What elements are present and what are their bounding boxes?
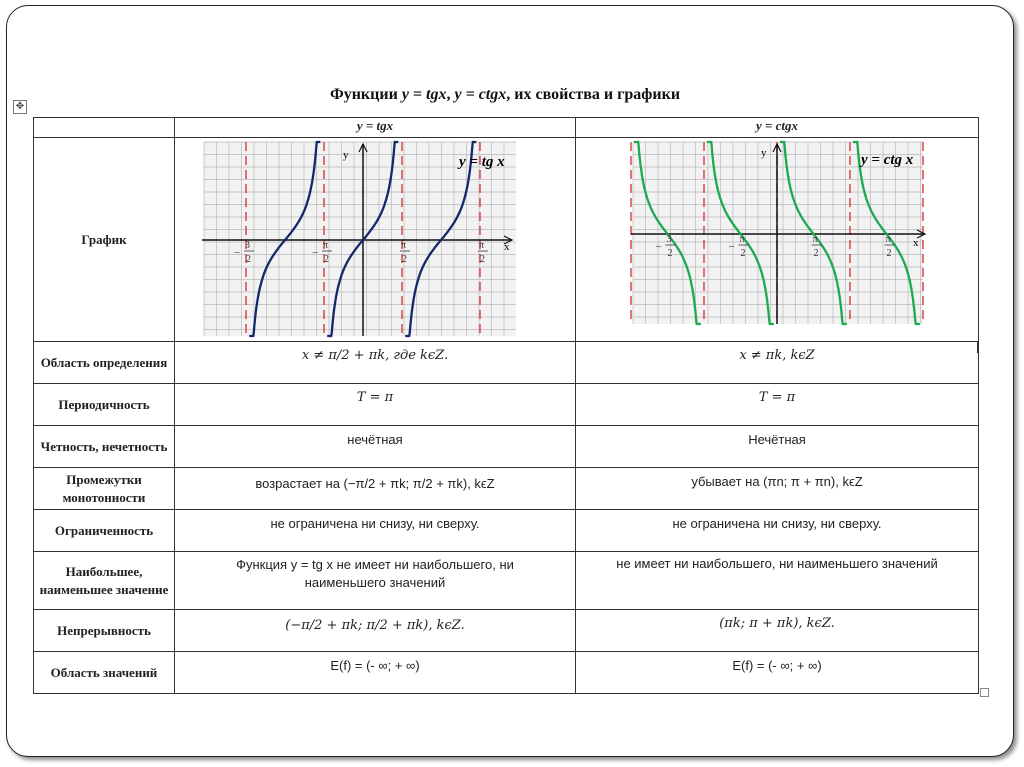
graph-tg-axis-y: y (342, 149, 348, 161)
graph-tg-legend: y = tg x (458, 154, 505, 170)
svg-text:π: π (812, 234, 818, 245)
table-row (34, 342, 979, 384)
graph-ctg (577, 138, 978, 338)
svg-text:2: 2 (479, 254, 485, 265)
svg-text:π: π (400, 240, 406, 251)
continuity-tg: (−π/2 + πk; π/2 + πk), kϵZ. (175, 610, 576, 652)
row-label-extrema: Наибольшее, наименьшее значение (34, 552, 175, 610)
table-row (34, 552, 979, 610)
table-row (34, 384, 979, 426)
title-formula-ctg: y = ctgx (454, 86, 507, 103)
svg-text:3: 3 (666, 234, 671, 245)
page-title: Функции y = tgx, y = ctgx, их свойства и графики (329, 86, 681, 103)
row-label-continuity: Непрерывность (34, 610, 175, 652)
row-label-parity: Четность, нечетность (34, 426, 175, 468)
row-label-monotonicity: Промежутки монотонности (34, 468, 175, 510)
table-move-handle-icon[interactable]: ✥ (13, 100, 27, 114)
row-label-range: Область значений (34, 652, 175, 694)
table-edge-marker (977, 341, 979, 353)
header-empty-cell (34, 118, 175, 138)
graph-tg-cell (175, 138, 576, 342)
row-label-graph: График (34, 138, 175, 342)
graph-ctg-grid (633, 142, 923, 324)
graph-tg-axis-x: x (503, 241, 509, 253)
table-row (34, 138, 979, 342)
table-row (34, 610, 979, 652)
svg-text:2: 2 (740, 248, 745, 259)
row-label-period: Периодичность (34, 384, 175, 426)
table-resize-handle[interactable] (980, 688, 989, 697)
header-ctg: y = ctgx (576, 118, 979, 138)
boundedness-tg: не ограничена ни снизу, ни сверху. (175, 510, 576, 552)
svg-text:3: 3 (244, 240, 250, 251)
extrema-tg: Функция y = tg x не имеет ни наибольшего, ни наименьшего значений (175, 552, 576, 610)
parity-tg: нечётная (175, 426, 576, 468)
svg-text:−: − (728, 241, 735, 253)
svg-text:π: π (478, 240, 484, 251)
svg-text:2: 2 (886, 248, 891, 259)
table-row (34, 426, 979, 468)
svg-text:−: − (655, 241, 662, 253)
svg-text:2: 2 (401, 254, 407, 265)
domain-tg: x ≠ π/2 + πk, где kϵZ. (175, 342, 576, 384)
table-row (34, 510, 979, 552)
properties-table (33, 117, 979, 694)
row-label-domain: Область определения (34, 342, 175, 384)
monotonicity-ctg: убывает на (πn; π + πn), kϵZ (576, 468, 979, 510)
svg-text:2: 2 (667, 248, 672, 259)
table-header-row (34, 118, 979, 138)
continuity-ctg: (πk; π + πk), kϵZ. (576, 610, 979, 652)
domain-ctg: x ≠ πk, kϵZ (576, 342, 979, 384)
graph-ctg-legend: y = ctg x (860, 152, 913, 168)
range-tg: E(f) = (- ∞; + ∞) (175, 652, 576, 694)
graph-ctg-axis-y: y (760, 147, 766, 159)
svg-text:π: π (885, 234, 891, 245)
title-formula-tg: y = tgx (401, 86, 447, 103)
table-row (34, 468, 979, 510)
svg-text:π: π (322, 240, 328, 251)
parity-ctg: Нечётная (576, 426, 979, 468)
svg-text:2: 2 (323, 254, 329, 265)
table-row (34, 652, 979, 694)
monotonicity-tg: возрастает на (−π/2 + πk; π/2 + πk), kϵZ (175, 468, 576, 510)
period-ctg: T = π (576, 384, 979, 426)
graph-tg (176, 138, 575, 338)
range-ctg: E(f) = (- ∞; + ∞) (576, 652, 979, 694)
graph-ctg-axis-x: x (912, 237, 918, 249)
extrema-ctg: не имеет ни наибольшего, ни наименьшего значений (576, 552, 979, 610)
graph-ctg-cell (576, 138, 979, 342)
svg-text:−: − (311, 247, 318, 259)
header-tg: y = tgx (175, 118, 576, 138)
row-label-boundedness: Ограниченность (34, 510, 175, 552)
boundedness-ctg: не ограничена ни снизу, ни сверху. (576, 510, 979, 552)
svg-text:π: π (739, 234, 745, 245)
svg-text:2: 2 (245, 254, 251, 265)
period-tg: T = π (175, 384, 576, 426)
svg-text:−: − (233, 247, 240, 259)
svg-text:2: 2 (813, 248, 818, 259)
